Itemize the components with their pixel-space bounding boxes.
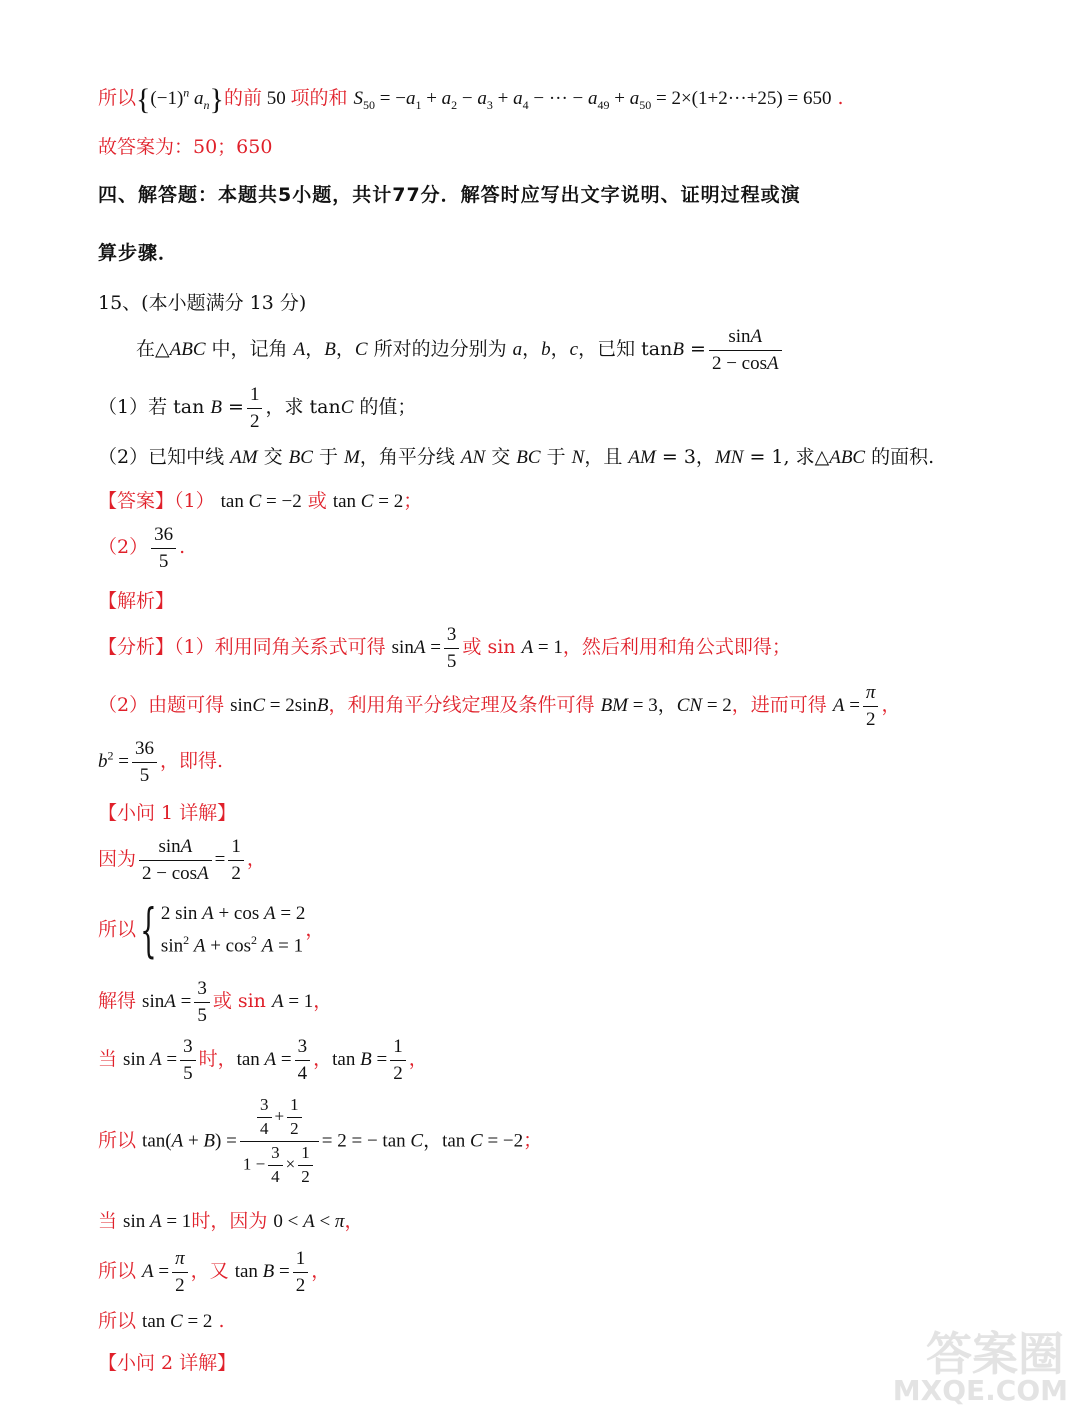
step-8: 所以 tan C = 2 .	[98, 1310, 225, 1332]
sub-question-2-tag: 【小问 2 详解】	[98, 1352, 237, 1374]
section-heading-cont: 算步骤．	[98, 242, 179, 264]
step-2: 所以{ 2 sin A + cos A = 2 $\sin^2 A + \cos^2 A = 1$ ，	[98, 896, 325, 965]
step-4: 当 sin A = $\frac{3}{5}$ 时，tan A = $\frac{3}{4}$ ，tan B = $\frac{1}{2}$ ，	[98, 1036, 428, 1084]
step-5: 所以 tan(A + B) = $\frac{3}{4}$ + $\frac{1}{2}$ 1 − $\frac{3}{4}$ × $\frac{1}{2}$ = 2 = − tan C，tan C = −2；	[98, 1095, 543, 1186]
section-heading: 四、解答题：本题共5小题，共计77分．解答时应写出文字说明、证明过程或演	[98, 184, 801, 206]
step-3: 解得 sinA = $\frac{3}{5}$ 或 sin A = 1，	[98, 978, 333, 1026]
step-7: 所以 A = $\frac{\pi}{2}$ ，又 tan B = $\frac{1}{2}$ ，	[98, 1248, 331, 1296]
step-6: 当 sin A = 1时，因为 0 < A < π，	[98, 1210, 364, 1232]
fenxi-3: $b^2$ = $\frac{36}{5}$ ，即得.	[98, 738, 224, 786]
part-1: （1）若 tan B = $\frac{1}{2}$ ，求 tanC 的值；	[98, 384, 417, 432]
answer-2: （2） $\frac{36}{5}$ .	[98, 524, 186, 572]
final-answer: 故答案为：50；650	[98, 136, 273, 158]
line-series-sum: 所以{$(-1)^n$ $a_n$}的前 50 项的和 $S_{50} = -a_1 + a_2 - a_3 + a_4$ − ··· − $a_{49} + a_{50} = 2\times(1+2\cdot\cdot\cdot+25) = 650$ .	[98, 83, 844, 116]
problem-stem: 在△ABC 中，记角 A，B，C 所对的边分别为 a，b，c，已知 tanB = $\frac{\sin A}{2 - \cos A}$	[136, 324, 785, 376]
step-1: 因为 $\frac{\sin A}{2 - \cos A}$ = $\frac{1}{2}$ ，	[98, 836, 266, 884]
problem-header: 15、(本小题满分 13 分)	[98, 292, 307, 314]
answer-1: 【答案】（1） tan C = −2 或 tan C = 2；	[98, 490, 423, 512]
watermark-url: MXQE.COM	[892, 1374, 1068, 1407]
part-2: （2）已知中线 AM 交 BC 于 M，角平分线 AN 交 BC 于 N，且 AM = 3，MN = 1, 求△ABC 的面积.	[98, 446, 935, 468]
sub-question-1-tag: 【小问 1 详解】	[98, 802, 237, 824]
fenxi-2: （2）由题可得 sinC = 2sinB，利用角平分线定理及条件可得 BM = 3，CN = 2，进而可得 A = $\frac{\pi}{2}$ ，	[98, 682, 901, 730]
watermark-logo: 答案圈	[926, 1327, 1064, 1381]
fenxi-1: 【分析】（1）利用同角关系式可得 sinA = $\frac{3}{5}$ 或 sin A = 1，然后利用和角公式即得；	[98, 624, 791, 672]
analysis-tag: 【解析】	[98, 590, 175, 612]
